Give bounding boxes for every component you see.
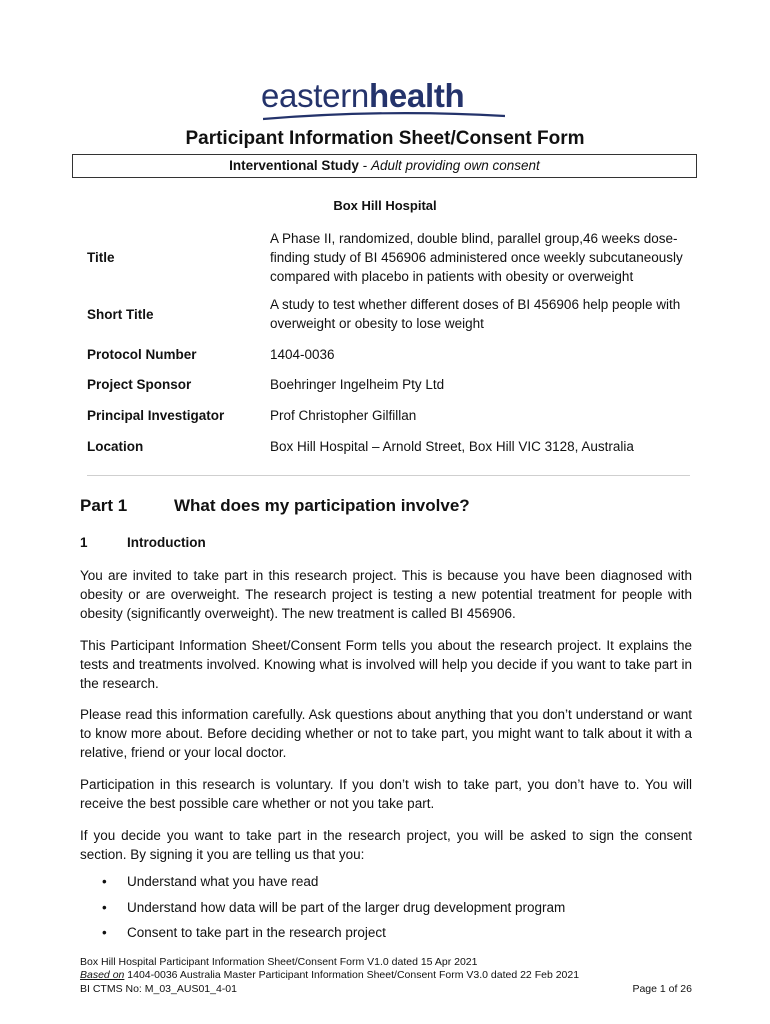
- info-label: Location: [87, 439, 144, 454]
- part-number: Part 1: [80, 496, 128, 515]
- bullet-icon: •: [102, 925, 107, 940]
- logo-swoosh-icon: [263, 111, 505, 121]
- info-label: Principal Investigator: [87, 408, 225, 423]
- document-title: Participant Information Sheet/Consent Form: [185, 128, 585, 149]
- study-type-separator: -: [358, 158, 371, 173]
- divider: [87, 475, 690, 476]
- paragraph: You are invited to take part in this research project. This is because you have been diagnosed with obesity or are overweight. The research project is testing a new potential treatment for people with obesity (significantly overweight). The new treatment is called BI 456906.: [80, 568, 692, 621]
- info-value: Box Hill Hospital – Arnold Street, Box Hill VIC 3128, Australia: [270, 439, 634, 454]
- list-item: [80, 898, 692, 924]
- logo-text-eastern: eastern: [261, 77, 369, 114]
- eastern-health-logo: [261, 78, 509, 124]
- paragraph: Please read this information carefully. Ask questions about anything that you don’t understand or want to know more about. Before deciding whether or not to take part, you might want to talk about it with a relative, friend or your local doctor.: [80, 707, 692, 760]
- info-value: Boehringer Ingelheim Pty Ltd: [270, 377, 445, 392]
- info-value: A Phase II, randomized, double blind, parallel group,46 weeks dose-finding study of BI 456906 administered once weekly subcutaneously compared with placebo in patients with obesity or overweight: [270, 231, 683, 284]
- list-item-text: Understand how data will be part of the larger drug development program: [127, 899, 566, 915]
- page-number: Page 1 of 26: [632, 983, 692, 995]
- part-title: What does my participation involve?: [174, 496, 470, 515]
- consent-type: Adult providing own consent: [370, 158, 540, 173]
- info-label: Protocol Number: [87, 347, 197, 362]
- paragraph: This Participant Information Sheet/Consent Form tells you about the research project. It explains the tests and treatments involved. Knowing what is involved will help you decide if you want to take part in the research.: [80, 638, 692, 691]
- consent-bullet-list: [80, 872, 692, 949]
- study-type-box: [72, 154, 697, 178]
- footer-based-on: Based on: [80, 969, 125, 981]
- ctms-number: BI CTMS No: M_03_AUS01_4-01: [80, 983, 237, 995]
- section-title: Introduction: [127, 535, 206, 550]
- list-item-text: Consent to take part in the research project: [127, 925, 386, 940]
- info-label: Short Title: [87, 307, 154, 322]
- paragraph: Participation in this research is voluntary. If you don’t wish to take part, you don’t have to. You will receive the best possible care whether or not you take part.: [80, 777, 692, 811]
- info-value: Prof Christopher Gilfillan: [270, 408, 417, 423]
- list-item-text: Understand what you have read: [127, 874, 319, 889]
- logo-text-health: health: [368, 77, 465, 114]
- list-item: [80, 923, 692, 949]
- footer-master-reference: 1404-0036 Australia Master Participant Information Sheet/Consent Form V3.0 dated 22 Feb 2021: [124, 969, 580, 981]
- footer-line-1: Box Hill Hospital Participant Information Sheet/Consent Form V1.0 dated 15 Apr 2021: [80, 956, 478, 968]
- bullet-icon: •: [102, 874, 107, 889]
- info-label: Project Sponsor: [87, 377, 192, 392]
- study-type: Interventional Study: [229, 158, 359, 173]
- info-value: A study to test whether different doses of BI 456906 help people with overweight or obesity to lose weight: [270, 297, 681, 331]
- paragraph: If you decide you want to take part in the research project, you will be asked to sign the consent section. By signing it you are telling us that you:: [80, 828, 692, 862]
- bullet-icon: •: [102, 899, 107, 915]
- footer-line-3: [80, 983, 692, 996]
- logo-wordmark: [261, 78, 509, 114]
- info-label: Title: [87, 250, 115, 265]
- site-name: Box Hill Hospital: [333, 198, 437, 213]
- section-number: 1: [80, 535, 88, 550]
- list-item: [80, 872, 692, 898]
- footer-line-2: [80, 969, 692, 982]
- info-value: 1404-0036: [270, 347, 335, 362]
